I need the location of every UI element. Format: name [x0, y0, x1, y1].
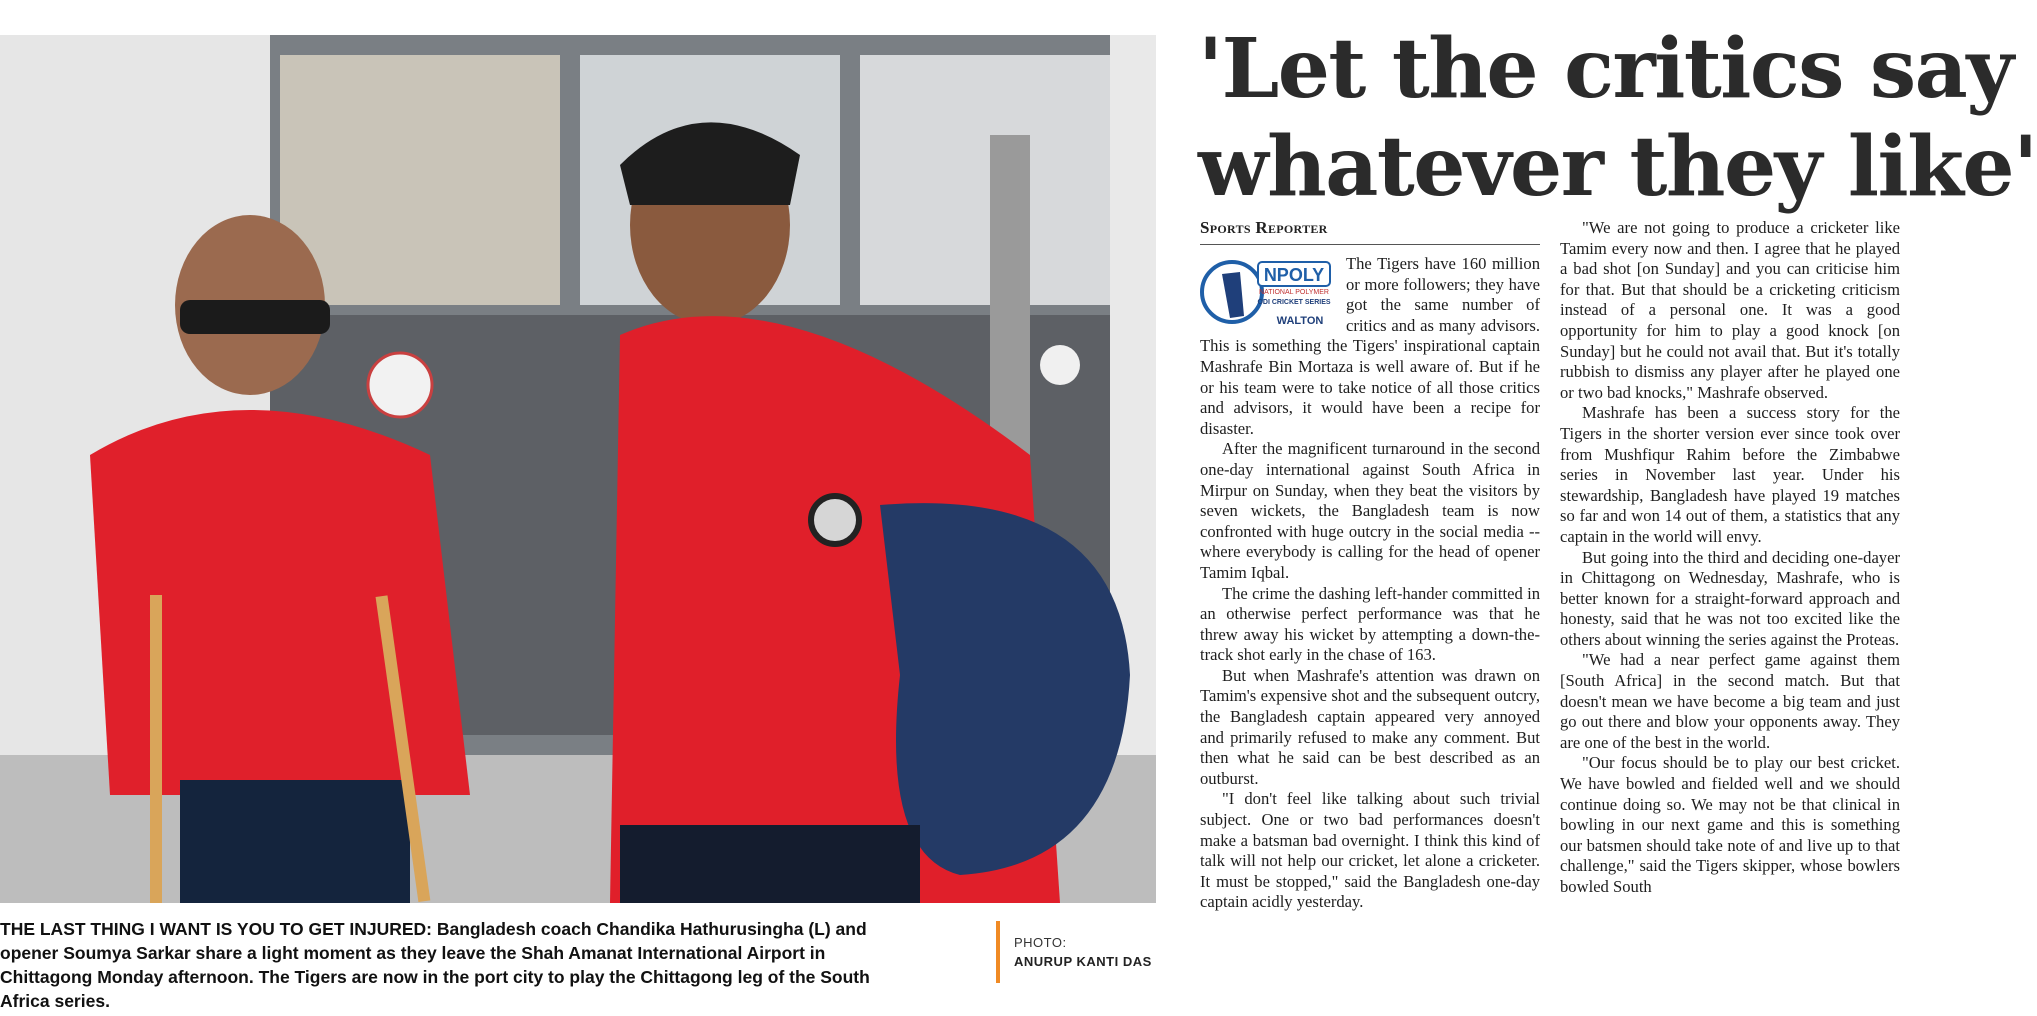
paragraph: The crime the dashing left-hander committed in an otherwise perfect performance was that he threw away his wicket by attempting a down-the-track shot early in the chase of 163. [1200, 583, 1540, 665]
headline-line-2: whatever they like' [1198, 119, 2037, 215]
paragraph: The Tigers have 160 million or more followers; they have got the same number of critics and as many advisors. This is something the Tigers' inspirational captain Mashrafe Bin Mortaza is well aware of. But if he or his team were to take notice of all those critics and advisors, it would have been a recipe for disaster. [1200, 254, 1540, 438]
news-photo [0, 35, 1156, 903]
paragraph: After the magnificent turnaround in the second one-day international against South Africa in Mirpur on Sunday, when they beat the visitors by seven wickets, the Bangladesh team is now confronted with huge outcry in the social media -- where everybody is calling for the head of opener Tamim Iqbal. [1200, 439, 1540, 582]
svg-text:WALTON: WALTON [1276, 315, 1324, 327]
paragraph: "We had a near perfect game against them [South Africa] in the second match. But that doesn't mean we have become a big team and just go out there and blow your opponents away. They are one of the best in the world. [1560, 650, 1900, 752]
paragraph: "We are not going to produce a cricketer like Tamim every now and then. I agree that he played a bad shot [on Sunday] and you can criticise him for that. But that should be a cricketing criticism instead of a personal one. It was a good opportunity for him to play a good knock [on Sunday] but he could not avail that. But it's totally rubbish to dismiss any player after he played one or two bad knocks," Mashrafe observed. [1560, 218, 1900, 402]
paragraph: "I don't feel like talking about such trivial subject. One or two bad performances doesn't make a batsman bad overnight. I think this kind of talk will not help our cricket, let alone a cricketer. It must be stopped," said the Bangladesh one-day captain acidly yesterday. [1200, 789, 1540, 912]
photo-caption: THE LAST THING I WANT IS YOU TO GET INJURED: Bangladesh coach Chandika Hathurusingha (L) and opener Soumya Sarkar share a light moment as they leave the Shah Amanat International Airport in Chittagong Monday afternoon. The Tigers are now in the port city to play the Chittagong leg of the South Africa series. [0, 919, 870, 1011]
npoly-logo-icon [1200, 254, 1336, 330]
article-column-1 [1200, 254, 1540, 913]
paragraph: But going into the third and deciding one-dayer in Chittagong on Wednesday, Mashrafe, who is better known for a straight-forward approach and honesty, said that he was not too excited like the others about winning the series against the Proteas. [1560, 547, 1900, 649]
paragraph: "Our focus should be to play our best cricket. We have bowled and fielded well and we should continue doing so. We may not be that clinical in bowling in our next game and this is something our batsmen should take note of and live up to that challenge," said the Tigers skipper, whose bowlers bowled South [1560, 753, 1900, 896]
airport-scene-illustration [0, 35, 1156, 903]
sponsor-logo [1200, 254, 1336, 330]
svg-text:NATIONAL POLYMER: NATIONAL POLYMER [1259, 289, 1329, 296]
photographer-name: ANURUP KANTI DAS [1014, 954, 1152, 969]
photo-credit [996, 921, 1152, 983]
paragraph: But when Mashrafe's attention was drawn on Tamim's expensive shot and the subsequent outcry, the Bangladesh captain appeared very annoyed and primarily refused to make any comment. But then what he said can be best described as an outburst. [1200, 665, 1540, 788]
headline-line-1: 'Let the critics say [1198, 21, 2013, 117]
svg-text:NPOLY: NPOLY [1263, 265, 1325, 285]
svg-text:ODI CRICKET SERIES: ODI CRICKET SERIES [1257, 299, 1331, 306]
byline: Sports Reporter [1200, 218, 1540, 245]
photo-credit-label: PHOTO: [1014, 935, 1067, 950]
article-column-2 [1560, 218, 1900, 898]
headline [1198, 20, 2037, 216]
paragraph: Mashrafe has been a success story for the Tigers in the shorter version ever since took over from Mushfiqur Rahim before the Zimbabwe series in November last year. Under his stewardship, Bangladesh have played 19 matches so far and won 14 out of them, a statistics that any captain in the world will envy. [1560, 403, 1900, 546]
